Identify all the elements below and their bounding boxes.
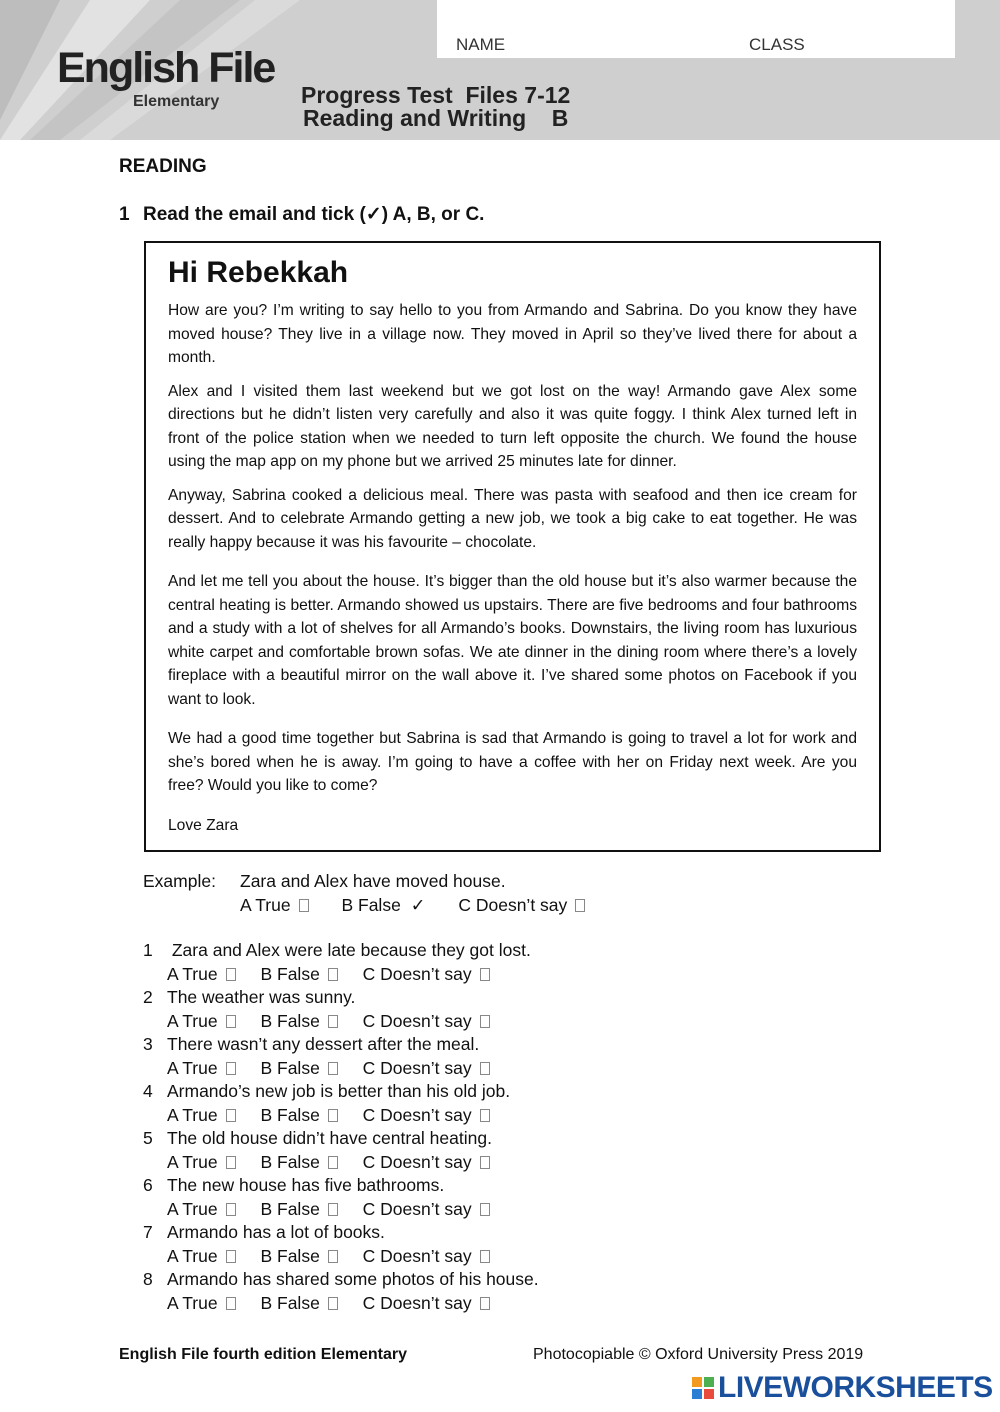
- question-text: Armando’s new job is better than his old job.: [167, 1081, 511, 1101]
- checkbox[interactable]: [328, 1297, 338, 1310]
- question-item: [143, 1128, 743, 1175]
- watermark-text: LIVEWORKSHEETS: [718, 1371, 993, 1404]
- option-b[interactable]: B False: [260, 1011, 337, 1032]
- question-item: [143, 940, 743, 987]
- checkbox[interactable]: [328, 1015, 338, 1028]
- question-text: Armando has shared some photos of his house.: [167, 1269, 539, 1289]
- example: [143, 871, 568, 915]
- example-options: [240, 895, 585, 916]
- checkbox[interactable]: [226, 1297, 236, 1310]
- question-item: [143, 1034, 743, 1081]
- checkbox[interactable]: [328, 1109, 338, 1122]
- class-label: CLASS: [749, 35, 805, 54]
- option-b[interactable]: B False: [260, 1246, 337, 1267]
- option-c[interactable]: C Doesn’t say: [363, 1152, 490, 1173]
- checkbox[interactable]: [480, 1015, 490, 1028]
- checkbox[interactable]: [480, 1156, 490, 1169]
- instruction: [119, 203, 484, 226]
- option-a[interactable]: A True: [167, 1105, 236, 1126]
- liveworksheets-logo-icon: [692, 1377, 714, 1399]
- option-c[interactable]: C Doesn’t say: [363, 1199, 490, 1220]
- brand-logo: English File: [57, 44, 275, 92]
- email-paragraph: How are you? I’m writing to say hello to you from Armando and Sabrina. Do you know they have moved house? They live in a village now. They moved in April so they’ve lived there for about a month.: [168, 302, 857, 366]
- option-c[interactable]: C Doesn’t say: [363, 964, 490, 985]
- question-number: 1: [143, 940, 153, 960]
- option-a[interactable]: A True: [167, 1011, 236, 1032]
- email-box: [144, 241, 881, 852]
- question-text: There wasn’t any dessert after the meal.: [167, 1034, 480, 1054]
- question-item: [143, 1269, 743, 1316]
- checkbox[interactable]: [328, 1062, 338, 1075]
- option-b[interactable]: B False: [260, 1105, 337, 1126]
- checkbox[interactable]: [480, 1109, 490, 1122]
- email-greeting: Hi Rebekkah: [168, 256, 349, 289]
- checkbox[interactable]: [226, 1203, 236, 1216]
- option-b[interactable]: B False: [260, 964, 337, 985]
- question-text: Zara and Alex were late because they got lost.: [167, 940, 531, 960]
- email-paragraph: Alex and I visited them last weekend but we got lost on the way! Armando gave Alex some directions but he didn’t listen very carefully and also it was quite foggy. I think Alex turned left in front of the police station when we needed to turn left opposite the church. We found the house using the map app on my phone but we arrived 25 minutes late for dinner.: [168, 382, 857, 470]
- test-subtitle: Reading and Writing B: [303, 105, 569, 131]
- example-option-c: C Doesn’t say: [458, 895, 585, 916]
- question-item: [143, 1081, 743, 1128]
- tick-icon: ✓: [410, 895, 426, 915]
- option-b[interactable]: B False: [260, 1199, 337, 1220]
- email-paragraph: We had a good time together but Sabrina is sad that Armando is going to travel a lot for work and she’s bored when he is away. I’m going to have a coffee with her on Friday next week. Are you free? Would you like to come?: [168, 730, 857, 794]
- footer-title: English File fourth edition Elementary: [119, 1346, 408, 1363]
- option-b[interactable]: B False: [260, 1058, 337, 1079]
- checkbox[interactable]: [480, 1297, 490, 1310]
- section-title: READING: [119, 156, 207, 177]
- option-a[interactable]: A True: [167, 1199, 236, 1220]
- option-a[interactable]: A True: [167, 1058, 236, 1079]
- question-number: 4: [143, 1081, 153, 1101]
- footer-copyright: Photocopiable © Oxford University Press 2019: [533, 1346, 864, 1363]
- option-b[interactable]: B False: [260, 1152, 337, 1173]
- question-number: 8: [143, 1269, 153, 1289]
- question-number: 2: [143, 987, 153, 1007]
- name-label: NAME: [456, 35, 506, 54]
- checkbox[interactable]: [226, 1062, 236, 1075]
- checkbox: [575, 899, 585, 912]
- checkbox[interactable]: [226, 1109, 236, 1122]
- example-option-a: A True: [240, 895, 309, 916]
- option-a[interactable]: A True: [167, 1246, 236, 1267]
- example-label: Example:: [143, 871, 216, 891]
- checkbox[interactable]: [328, 1250, 338, 1263]
- example-option-b: B False ✓: [341, 895, 426, 915]
- instruction-text: Read the email and tick (✓) A, B, or C.: [143, 204, 485, 225]
- option-c[interactable]: C Doesn’t say: [363, 1058, 490, 1079]
- option-c[interactable]: C Doesn’t say: [363, 1105, 490, 1126]
- question-text: The weather was sunny.: [167, 987, 356, 1007]
- option-b[interactable]: B False: [260, 1293, 337, 1314]
- question-text: Armando has a lot of books.: [167, 1222, 385, 1242]
- question-item: [143, 1222, 743, 1269]
- question-number: 6: [143, 1175, 153, 1195]
- checkbox[interactable]: [480, 1203, 490, 1216]
- email-paragraph: Anyway, Sabrina cooked a delicious meal. There was pasta with seafood and then ice cream for dessert. And to celebrate Armando getting a new job, we took a big cake to eat together. He was really happy because it was his favourite – chocolate.: [168, 486, 857, 551]
- option-c[interactable]: C Doesn’t say: [363, 1246, 490, 1267]
- checkbox[interactable]: [480, 1250, 490, 1263]
- option-a[interactable]: A True: [167, 964, 236, 985]
- question-text: The old house didn’t have central heating.: [167, 1128, 492, 1148]
- option-c[interactable]: C Doesn’t say: [363, 1293, 490, 1314]
- question-item: [143, 1175, 743, 1222]
- checkbox[interactable]: [480, 1062, 490, 1075]
- email-signoff: Love Zara: [168, 816, 239, 834]
- checkbox[interactable]: [226, 1156, 236, 1169]
- name-class-box: [437, 0, 955, 58]
- question-number: 7: [143, 1222, 153, 1242]
- question-number: 5: [143, 1128, 153, 1148]
- test-title: Progress Test Files 7-12: [301, 82, 571, 108]
- brand-subtitle: Elementary: [133, 93, 220, 110]
- checkbox[interactable]: [226, 1250, 236, 1263]
- question-text: The new house has five bathrooms.: [167, 1175, 445, 1195]
- option-a[interactable]: A True: [167, 1152, 236, 1173]
- email-paragraph: And let me tell you about the house. It’s bigger than the old house but it’s also warmer because the central heating is better. Armando showed us upstairs. There are five bedrooms and four bathrooms and a study with a lot of shelves for all Armando’s books. Downstairs, the living room has luxurious white carpet and comfortable brown sofas. We ate dinner in the dining room where there’s a lovely fireplace with a beautiful mirror on the wall above it. I’ve shared some photos on Facebook if you want to look.: [168, 573, 857, 708]
- checkbox[interactable]: [226, 1015, 236, 1028]
- example-sentence: Zara and Alex have moved house.: [240, 871, 506, 891]
- checkbox[interactable]: [328, 1203, 338, 1216]
- page-header: [0, 0, 1000, 140]
- checkbox[interactable]: [480, 968, 490, 981]
- checkbox[interactable]: [226, 968, 236, 981]
- liveworksheets-watermark: [692, 1371, 993, 1405]
- question-item: [143, 987, 743, 1034]
- checkbox[interactable]: [328, 968, 338, 981]
- question-list: [143, 940, 743, 1316]
- option-a[interactable]: A True: [167, 1293, 236, 1314]
- checkbox: [299, 899, 309, 912]
- question-number: 3: [143, 1034, 153, 1054]
- instruction-number: 1: [119, 204, 130, 225]
- checkbox[interactable]: [328, 1156, 338, 1169]
- option-c[interactable]: C Doesn’t say: [363, 1011, 490, 1032]
